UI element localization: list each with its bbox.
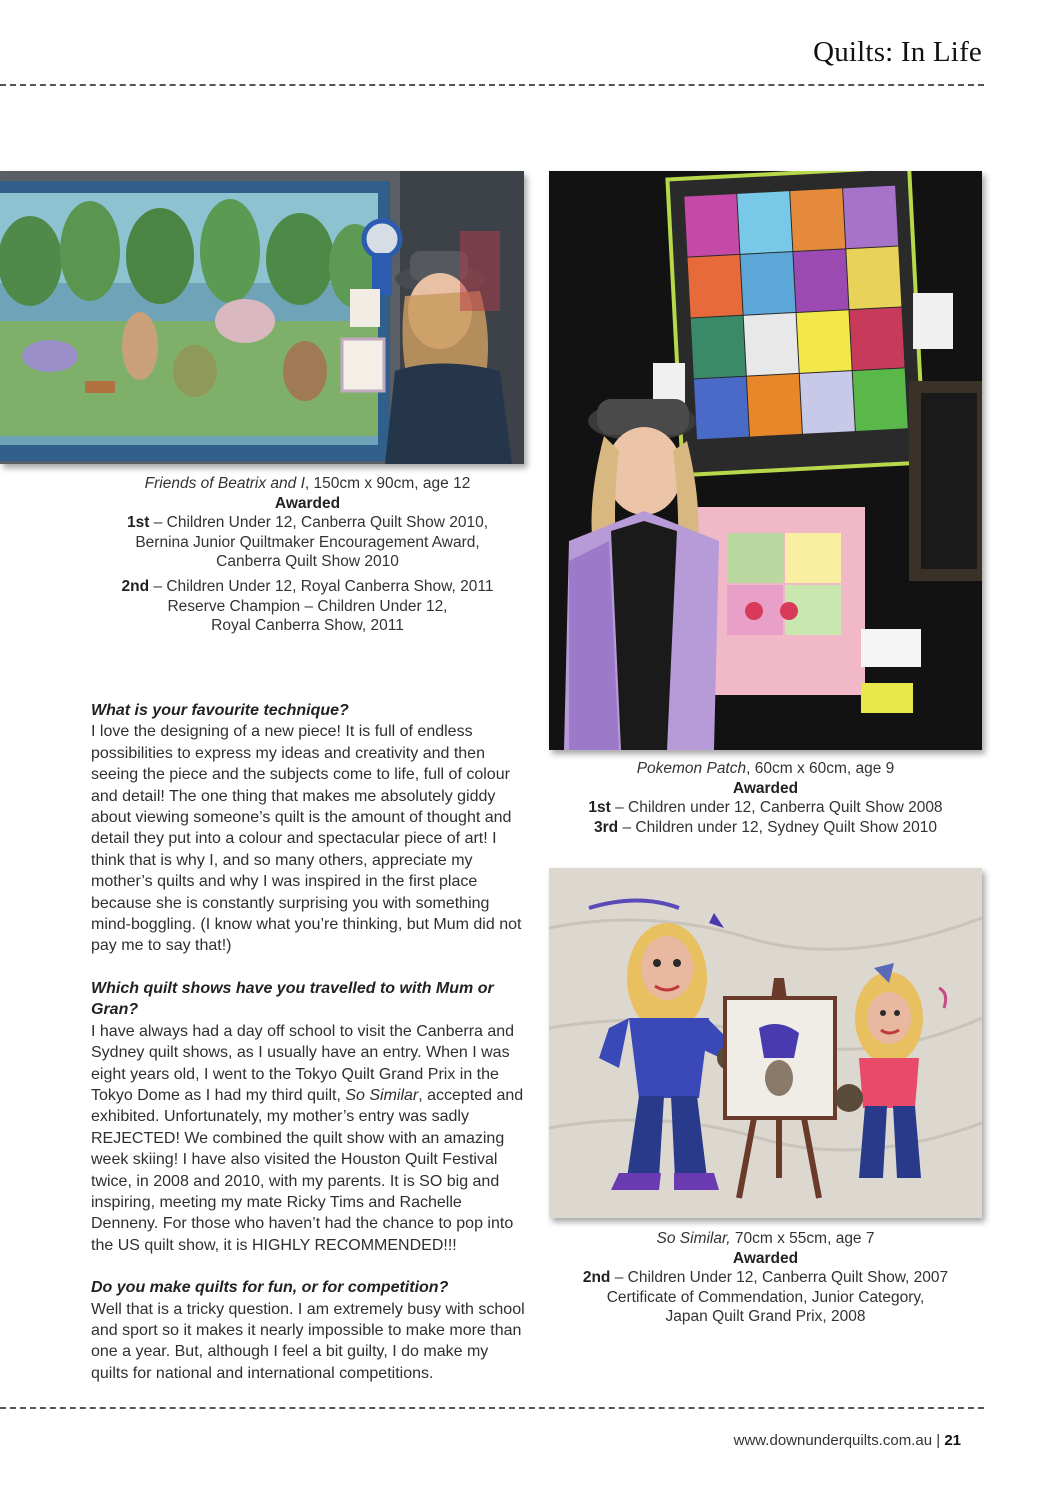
award-rank: 2nd xyxy=(582,1269,611,1287)
top-divider xyxy=(0,84,984,86)
award-line: 1st – Children Under 12, Canberra Quilt Show 2010, xyxy=(126,514,488,532)
award-line: Reserve Champion – Children Under 12, xyxy=(167,597,448,615)
page-footer xyxy=(734,1432,961,1449)
award-rank: 1st xyxy=(126,514,150,532)
page-number: 21 xyxy=(944,1432,961,1449)
award-rank: 2nd xyxy=(121,577,150,595)
awarded-label: Awarded xyxy=(732,779,799,797)
answer-fun-or-competition: Well that is a tricky question. I am extremely busy with school and sport so it makes it nearly impossible to make more than one a year. But, although I feel a bit guilty, I do make my quilts for national and international competitions. xyxy=(91,1300,525,1382)
quilt-details: , 60cm x 60cm, age 9 xyxy=(746,760,895,777)
answer-favourite-technique: I love the designing of a new piece! It is full of endless possibilities to express my ideas and creativity and then seeing the piece and the subjects come to life, full of colour and detail! The one thing that makes me absolutely giddy about viewing someone’s quilt is the amount of thought and detail they put into a colour and spectacular piece of art! I think that is why I, and so many others, appreciate my mother’s quilts and why I was inspired in the first place because she is constantly surprising you with something mind-boggling. (I know what you’re thinking, but Mum did not pay me to say that!) xyxy=(91,723,522,955)
quilt-title: So Similar, xyxy=(656,1230,731,1247)
quilt-details: 70cm x 55cm, age 7 xyxy=(730,1230,875,1247)
footer-url[interactable]: www.downunderquilts.com.au xyxy=(733,1432,933,1449)
award-line: 3rd – Children under 12, Sydney Quilt Show 2010 xyxy=(594,818,937,836)
award-line: Certificate of Commendation, Junior Category, xyxy=(606,1288,925,1306)
award-line: Japan Quilt Grand Prix, 2008 xyxy=(665,1308,866,1326)
bottom-divider xyxy=(0,1407,984,1409)
caption-pokemon-patch xyxy=(549,759,982,837)
award-line: 2nd – Children Under 12, Canberra Quilt Show, 2007 xyxy=(582,1269,949,1287)
caption-title-line xyxy=(549,759,982,779)
quilt-so-similar-illustration xyxy=(549,868,982,1218)
caption-so-similar xyxy=(549,1229,982,1327)
quilt-title-inline: So Similar xyxy=(345,1086,419,1104)
caption-title-line xyxy=(549,1229,982,1249)
award-line: 1st – Children under 12, Canberra Quilt Show 2008 xyxy=(588,799,943,817)
caption-friends-of-beatrix xyxy=(80,474,535,636)
question-favourite-technique: What is your favourite technique? xyxy=(91,702,349,719)
answer-quilt-shows: I have always had a day off school to visit the Canberra and Sydney quilt shows, as I usually have an entry. When I was eight years old, I went to the Tokyo Quilt Grand Prix in the Tokyo Dome as I had my third quilt, So Similar, accepted and exhibited. Unfortunately, my mother’s entry was sadly REJECTED! We combined the quilt show with an amazing week skiing! I have also visited the Houston Quilt Festival twice, in 2008 and 2010, with my parents. It is SO big and inspiring, meeting my mate Ricky Tims and Rachelle Denneny. For those who haven’t had the chance to pop into the US quilt show, it is HIGHLY RECOMMENDED!!! xyxy=(91,1022,524,1254)
photo-friends-of-beatrix xyxy=(0,171,524,464)
question-quilt-shows: Which quilt shows have you travelled to with Mum or Gran? xyxy=(91,979,494,1019)
award-line: Bernina Junior Quiltmaker Encouragement Award, xyxy=(135,533,480,551)
quilt-title: Friends of Beatrix and I xyxy=(144,475,305,492)
footer-separator: | xyxy=(932,1432,945,1449)
awarded-label: Awarded xyxy=(274,494,341,512)
award-line: Canberra Quilt Show 2010 xyxy=(216,553,399,571)
quilt-title: Pokemon Patch xyxy=(636,760,747,777)
question-fun-or-competition: Do you make quilts for fun, or for competition? xyxy=(91,1279,449,1297)
quilt-pokemon-illustration xyxy=(549,171,982,750)
award-line: 2nd – Children Under 12, Royal Canberra Show, 2011 xyxy=(121,577,494,595)
quilt-details: , 150cm x 90cm, age 12 xyxy=(304,475,471,492)
interview-article xyxy=(91,700,527,1384)
award-line: Royal Canberra Show, 2011 xyxy=(211,617,404,635)
award-rank: 3rd xyxy=(594,818,619,836)
awarded-label: Awarded xyxy=(732,1249,799,1267)
award-rank: 1st xyxy=(588,799,611,817)
quilt-beatrix-illustration xyxy=(0,171,524,464)
photo-pokemon-patch xyxy=(549,171,982,750)
section-title: Quilts: In Life xyxy=(813,36,982,68)
caption-title-line xyxy=(80,474,535,494)
photo-so-similar xyxy=(549,868,982,1218)
